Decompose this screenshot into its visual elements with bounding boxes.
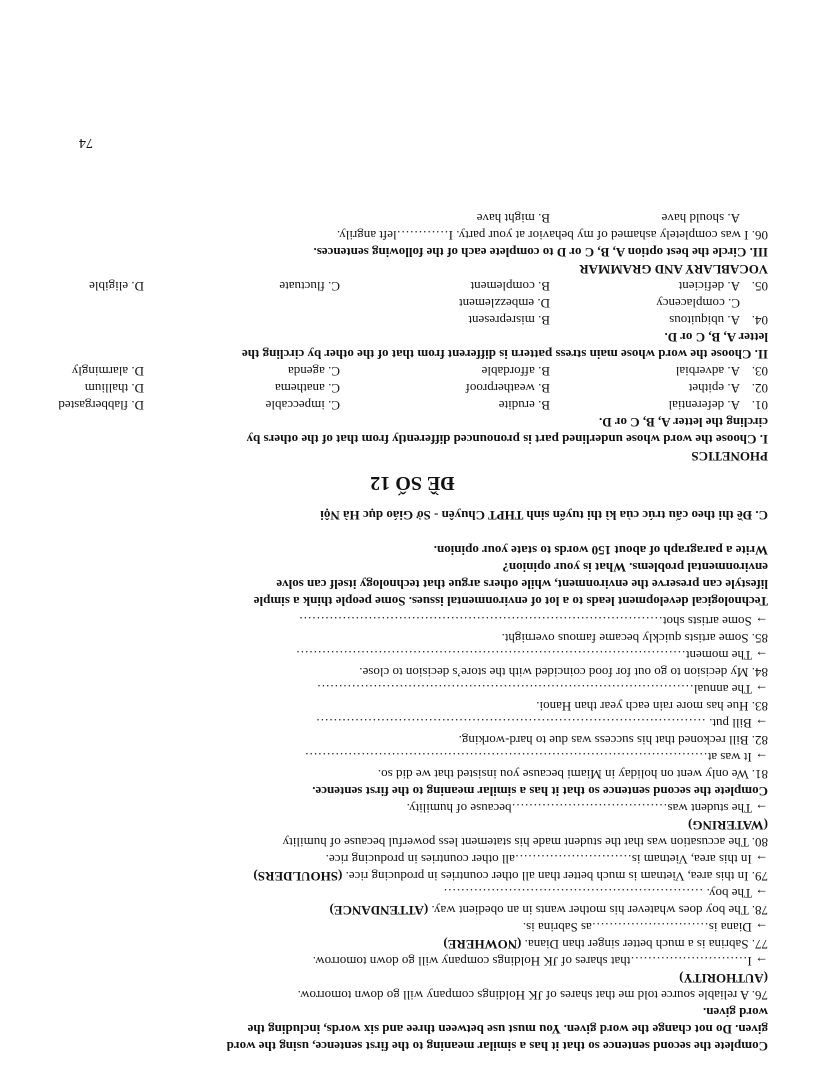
q01-option-c[interactable]: C. impeccable (265, 398, 340, 413)
part1-instruction-1: I. Choose the word whose underlined part is pronounced differently from that of the others by (246, 432, 768, 447)
q84-sentence: 84. My decision to go out for food coincided with the store’s decision to close. (359, 665, 768, 680)
q80-prompt: → The student was………………………………because of humility. (406, 801, 768, 816)
phonetics-heading: PHONETICS (691, 449, 768, 464)
writing-line-3: environmental problems. What is your opinion? (502, 560, 768, 575)
q06-option-a[interactable]: A. should have (661, 211, 740, 226)
q04-row-2 (28, 296, 768, 311)
part3-instruction: III. Circle the best option A, B, C or D to complete each of the following sentences. (313, 245, 768, 260)
q04-row-1 (28, 313, 768, 328)
q02-row (28, 381, 768, 396)
q04-option-b[interactable]: B. misrepresent (468, 313, 550, 328)
q76-sentence: 76. A reliable source told me that shares of JK Holdings company will go down tomorrow. (297, 988, 768, 1003)
q83-sentence: 83. Hue has more rain each year than Hanoi. (536, 699, 768, 714)
part2-instruction-2: letter A, B, C or D. (664, 330, 768, 345)
q80-sentence: 80. The accusation was that the student made his statement less powerful because of humility (282, 835, 768, 850)
q05-option-d[interactable]: D. eligible (89, 279, 144, 294)
q01-option-d[interactable]: D. flabbergasted (58, 398, 144, 413)
q06-row (28, 211, 768, 226)
q02-option-a[interactable]: A. epithet (688, 381, 740, 396)
q85-prompt: → Some artists shot………………………………………………………………………… (298, 614, 768, 629)
writing-line-1: Technological development leads to a lot of environmental issues. Some people think a simple (253, 594, 768, 609)
q82-prompt: → Bill put. ……………………………………………………………………………… (315, 716, 768, 731)
q05-option-c[interactable]: C. fluctuate (279, 279, 340, 294)
q02-num: 02. (751, 381, 768, 396)
q76-keyword: (AUTHORITY) (679, 971, 768, 986)
part1-instruction-2: circling the letter A, B, C or D. (599, 415, 768, 430)
page-number: 74 (79, 135, 93, 150)
q78-prompt: → The boy. …………………………………………………… (443, 886, 768, 901)
q02-option-d[interactable]: D. thallium (84, 381, 144, 396)
q79-sentence: 79. In this area, Vietnam is much better than all other countries in producing rice. (SHOULDERS) (253, 869, 768, 884)
q85-sentence: 85. Some artists quickly became famous overnight. (501, 631, 768, 646)
q81-prompt: → It was at………………………………………………………………………………… (304, 750, 768, 765)
vocab-heading: VOCABLARY AND GRAMMAR (579, 262, 768, 277)
q03-option-a[interactable]: A. adverbial (675, 364, 740, 379)
q05-num: 05. (751, 279, 768, 294)
q03-row (28, 364, 768, 379)
q06-option-b[interactable]: B. might have (476, 211, 550, 226)
transformation-instruction-3: word given. (703, 1005, 768, 1020)
q01-row (28, 398, 768, 413)
q84-prompt: → The moment……………………………………………………………………………… (295, 648, 768, 663)
q03-option-d[interactable]: D. alarmingly (71, 364, 144, 379)
q04-option-c[interactable]: C. complacency (656, 296, 740, 311)
q04-option-d[interactable]: D. embezzlement (459, 296, 550, 311)
q02-option-b[interactable]: B. weatherproof (465, 381, 550, 396)
q81-sentence: 81. We only went on holiday in Miami because you insisted that we did so. (377, 767, 768, 782)
q06-sentence: 06. I was completely ashamed of my behavior at your party. I…………left angrily. (336, 228, 768, 243)
q02-option-c[interactable]: C. anathema (275, 381, 340, 396)
q80-keyword: (WATERING) (688, 818, 768, 833)
q05-option-b[interactable]: B. complement (470, 279, 550, 294)
q03-option-c[interactable]: C. agenda (288, 364, 340, 379)
writing-line-2: lifestyle can preserve the environment, while others argue that technology itself can solve (276, 577, 768, 592)
q04-num: 04. (751, 313, 768, 328)
q82-sentence: 82. Bill reckoned that his success was due to hard-working. (458, 733, 768, 748)
q77-sentence: 77. Sabrina is a much better singer than Diana. (NOWHERE) (443, 937, 768, 952)
q04-option-a[interactable]: A. ubiquitous (669, 313, 740, 328)
q05-option-a[interactable]: A. deficient (678, 279, 740, 294)
writing-line-4: Write a paragraph of about 150 words to state your opinion. (433, 543, 768, 558)
section-c-heading: C. Đề thi theo cấu trúc của kì thi tuyển sinh THPT Chuyên - Sở Giáo dục Hà Nội (320, 508, 768, 523)
q83-prompt: → The annual…………………………………………………………………………… (316, 682, 768, 697)
q76-prompt: → I………………………that shares of JK Holdings company will go down tomorrow. (312, 954, 768, 969)
transformation-instruction-2: given. Do not change the word given. You must use between three and six words, including the (247, 1022, 768, 1037)
q03-option-b[interactable]: B. affordable (481, 364, 550, 379)
q78-sentence: 78. The boy does whatever his mother wants in an obedient way. (ATTENDANCE) (329, 903, 768, 918)
part2-instruction-1: II. Choose the word whose main stress pattern is different from that of the other by circling the (242, 347, 768, 362)
q01-num: 01. (751, 398, 768, 413)
q01-option-b[interactable]: B. erudite (498, 398, 550, 413)
exam-title: ĐỀ SỐ 12 (370, 472, 455, 494)
q05-row (28, 279, 768, 294)
transformation-instruction-1: Complete the second sentence so that it has a similar meaning to the first sentence, using the word (226, 1039, 768, 1054)
q79-prompt: → In this area, Vietnam is………………………all other countries in producing rice. (325, 852, 768, 867)
q03-num: 03. (751, 364, 768, 379)
q77-prompt: → Diana is………………………as Sabrina is. (522, 920, 768, 935)
rewrite-instruction: Complete the second sentence so that it has a similar meaning to the first sentence. (312, 784, 768, 799)
q01-option-a[interactable]: A. deferential (668, 398, 740, 413)
